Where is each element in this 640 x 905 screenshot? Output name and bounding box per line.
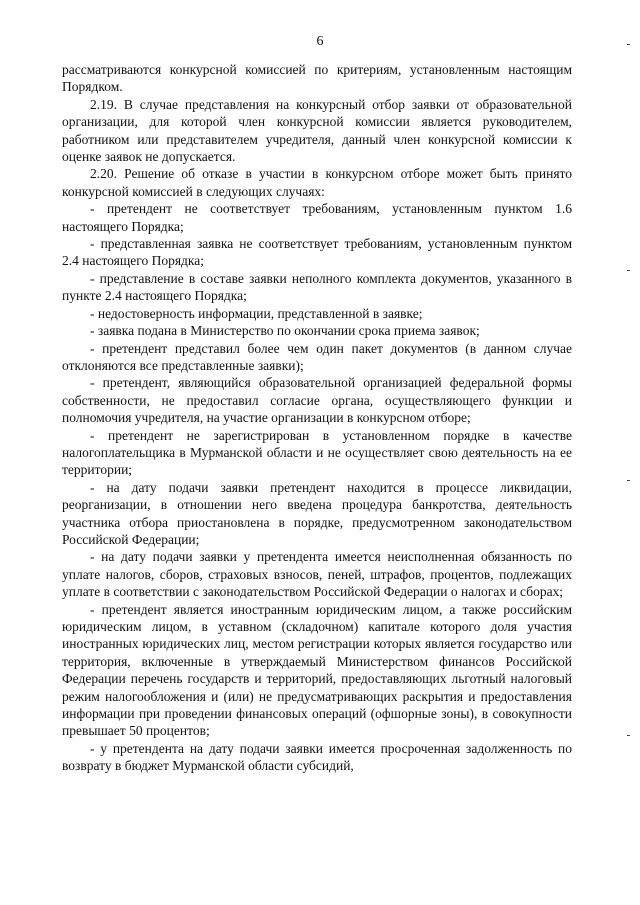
list-item: - претендент является иностранным юридическим лицом, а также российским юридическим лицом, в уставном (складочном) капитале которого доля участия иностранных юридических лиц, местом регистрации которых является государство или территория, включенные в утверждаемый Министерством финансов Российской Федерации перечень государств и территорий, предоставляющих льготный налоговый режим налогообложения и (или) не предусматривающих раскрытия и предоставления информации при проведении финансовых операций (офшорные зоны), в совокупности превышает 50 процентов; [62, 601, 572, 739]
list-item: - на дату подачи заявки претендент находится в процессе ликвидации, реорганизации, в отношении него введена процедура банкротства, деятельность участника отбора приостановлена в порядке, предусмотренном законодательством Российской Федерации; [62, 479, 572, 547]
scan-edge-mark [627, 480, 630, 481]
list-item: - заявка подана в Министерство по окончании срока приема заявок; [90, 323, 480, 339]
list-item: - представление в составе заявки неполного комплекта документов, указанного в пункте 2.4 настоящего Порядка; [62, 270, 572, 304]
list-item: - на дату подачи заявки у претендента имеется неисполненная обязанность по уплате налогов, сборов, страховых взносов, пеней, штрафов, процентов, подлежащих уплате в соответствии с законодательством Российской Федерации о налогах и сборах; [62, 549, 572, 600]
paragraph-2-19: 2.19. В случае представления на конкурсный отбор заявки от образовательной организации, для которой член конкурсной комиссии является руководителем, работником или представителем учредителя, данный член конкурсной комиссии к оценке заявок не допускается. [62, 96, 572, 165]
list-item: - представленная заявка не соответствует требованиям, установленным пунктом 2.4 настоящего Порядка; [62, 236, 572, 269]
list-item: - претендент не зарегистрирован в установленном порядке в качестве налогоплательщика в Мурманской области и не осуществляет свою деятельность на ее территории; [62, 427, 572, 478]
list-item: - недостоверность информации, представленной в заявке; [90, 305, 423, 321]
list-item: - претендент, являющийся образовательной организацией федеральной формы собственности, не предоставил согласие органа, осуществляющего функции и полномочия учредителя, на участие организации в конкурсном отборе; [62, 375, 572, 426]
scan-edge-mark [627, 270, 630, 271]
list-item: - претендент представил более чем один пакет документов (в данном случае отклоняются все представленные заявки); [62, 340, 572, 373]
paragraph-continuation: рассматриваются конкурсной комиссией по критериям, установленным настоящим Порядком. [62, 62, 572, 95]
list-item: - претендент не соответствует требованиям, установленным пунктом 1.6 настоящего Порядка; [62, 201, 572, 234]
scan-edge-mark [627, 735, 630, 736]
paragraph-2-20: 2.20. Решение об отказе в участии в конкурсном отборе может быть принято конкурсной комиссией в следующих случаях: [62, 166, 572, 199]
page-number: 6 [316, 34, 324, 49]
document-body [62, 61, 572, 775]
scan-edge-mark [627, 44, 630, 45]
list-item: - у претендента на дату подачи заявки имеется просроченная задолженность по возврату в бюджет Мурманской области субсидий, [62, 740, 572, 774]
